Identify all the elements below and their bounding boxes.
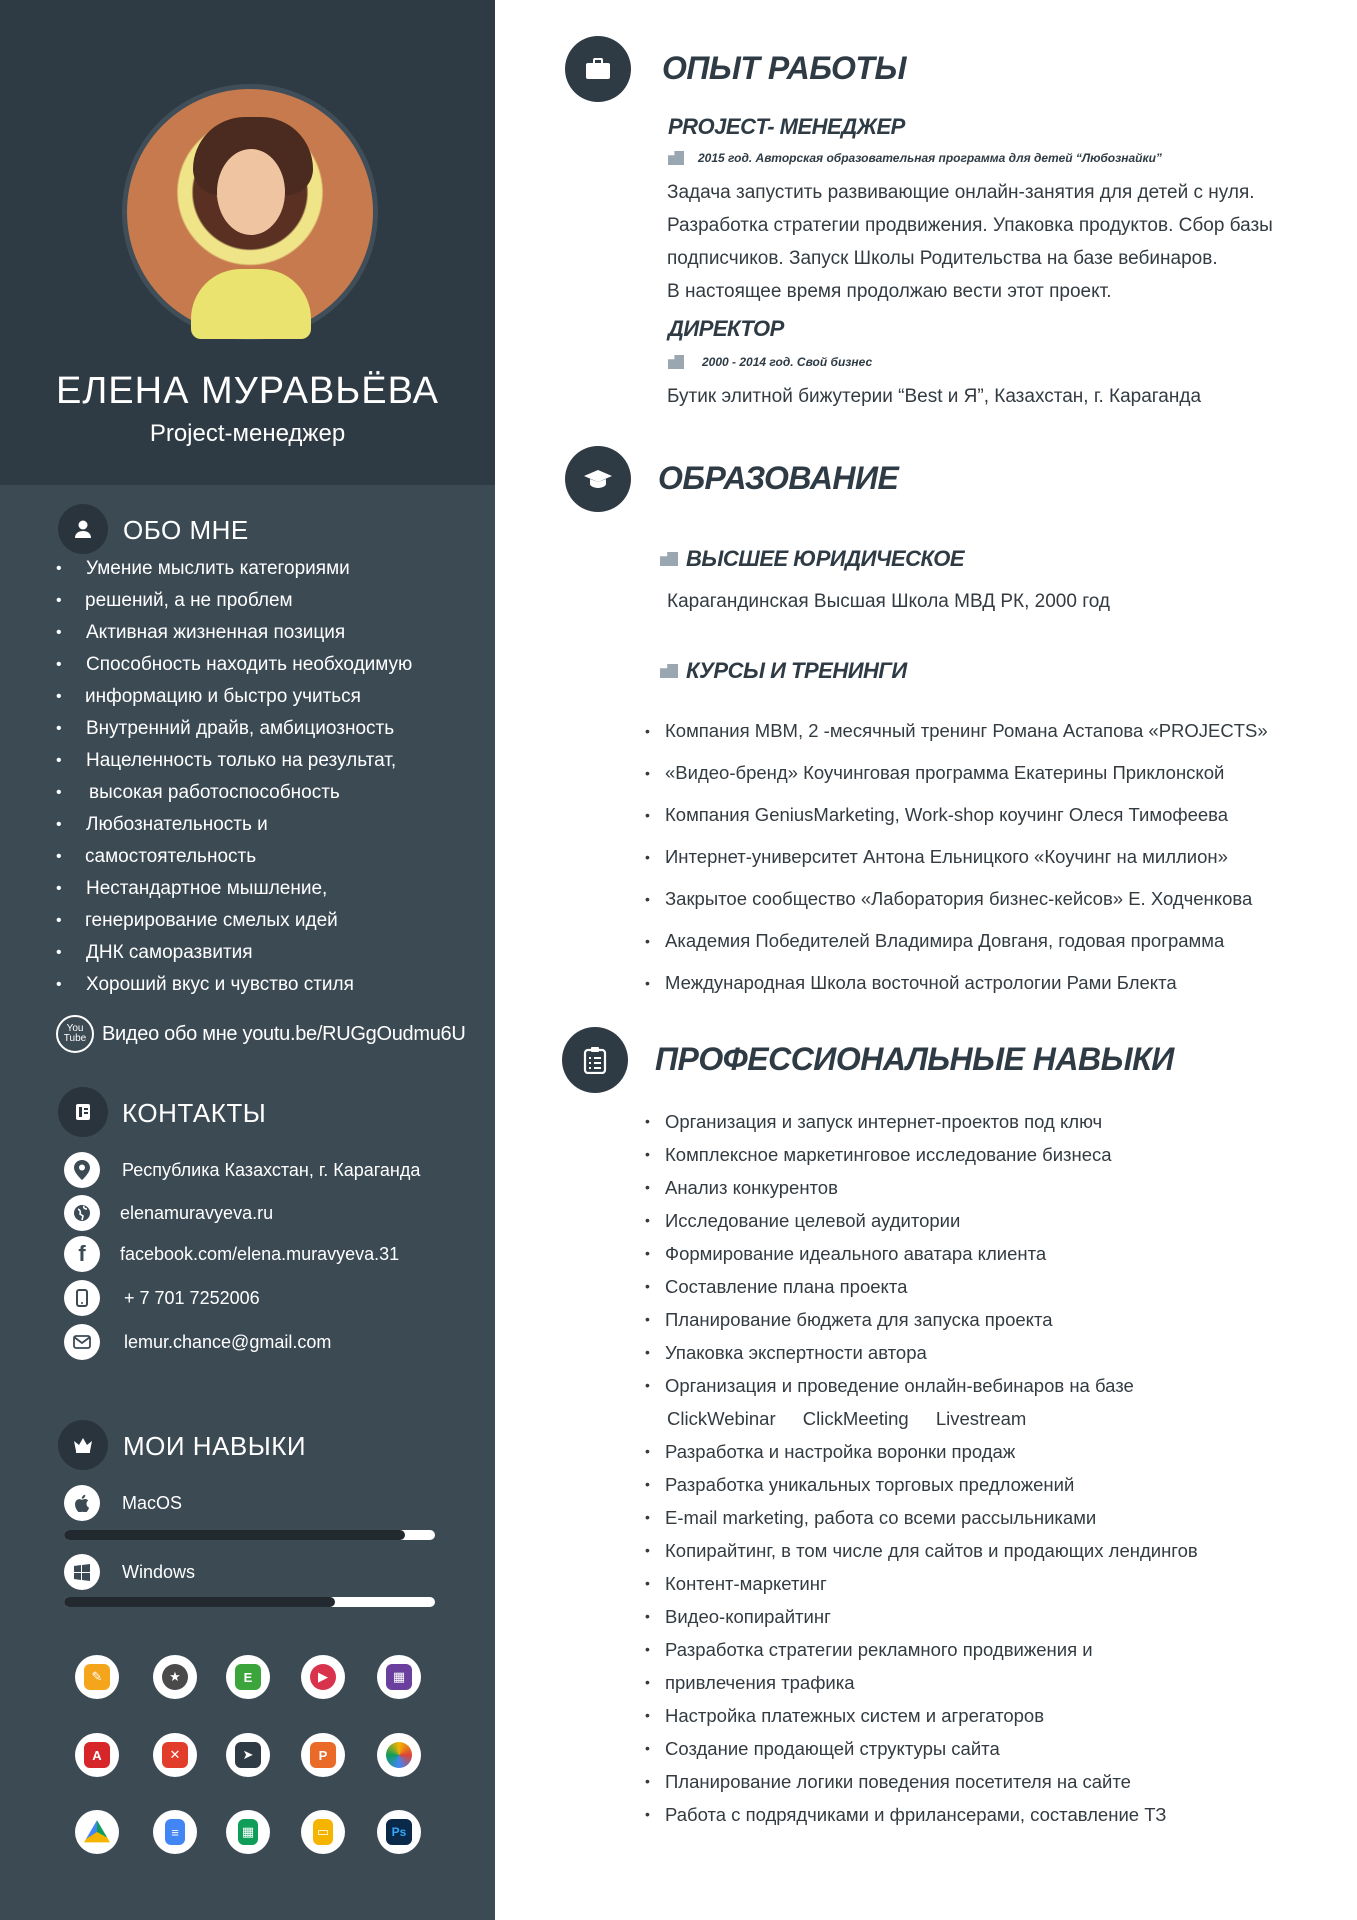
- job-line: Разработка стратегии продвижения. Упаковка продуктов. Сбор базы: [667, 215, 1273, 236]
- about-item: • Хороший вкус и чувство стиля: [56, 969, 476, 1001]
- my-skills-title: МОИ НАВЫКИ: [123, 1431, 307, 1461]
- photoshop-icon: Ps: [377, 1810, 421, 1854]
- skill-item: • Разработка стратегии рекламного продвижения и: [645, 1633, 1325, 1666]
- skill-item: • Работа с подрядчиками и фрилансерами, составление ТЗ: [645, 1798, 1325, 1831]
- job-title: PROJECT- МЕНЕДЖЕР: [668, 114, 905, 139]
- skill-item: • Упаковка экспертности автора: [645, 1336, 1325, 1369]
- contact-email-text[interactable]: lemur.chance@gmail.com: [124, 1331, 332, 1352]
- clipboard-checklist-icon: [562, 1027, 628, 1093]
- skill-windows-bar-fill: [64, 1597, 335, 1607]
- photo-shirt: [191, 269, 311, 339]
- photos-icon: [377, 1733, 421, 1777]
- youtube-icon: You Tube: [56, 1015, 94, 1053]
- skill-macos: [64, 1485, 182, 1521]
- skill-item: • Планирование логики поведения посетителя на сайте: [645, 1765, 1325, 1798]
- profile-role: Project-менеджер: [149, 420, 346, 447]
- courses-title: КУРСЫ И ТРЕНИНГИ: [686, 658, 907, 683]
- contact-phone[interactable]: [64, 1280, 260, 1316]
- skill-windows-label: Windows: [122, 1561, 196, 1582]
- skill-item: • Видео-копирайтинг: [645, 1600, 1325, 1633]
- powerpoint-icon: P: [301, 1733, 345, 1777]
- skill-item: • Копирайтинг, в том числе для сайтов и продающих лендингов: [645, 1534, 1325, 1567]
- contact-email[interactable]: [64, 1324, 331, 1360]
- job-line: Задача запустить развивающие онлайн-занятия для детей с нуля.: [667, 182, 1255, 203]
- webinar-tool: ClickMeeting: [802, 1408, 909, 1429]
- skill-item: • Организация и проведение онлайн-вебинаров на базе: [645, 1369, 1325, 1402]
- about-item: • высокая работоспособность: [56, 777, 476, 809]
- about-list: [56, 553, 476, 1001]
- skill-item: • Разработка и настройка воронки продаж: [645, 1435, 1325, 1468]
- about-item: • Любознательность и: [56, 809, 476, 841]
- job-meta-text: 2000 - 2014 год. Свой бизнес: [702, 355, 873, 369]
- skill-item: • Исследование целевой аудитории: [645, 1204, 1325, 1237]
- higher-education-heading: [660, 546, 964, 572]
- user-icon: [58, 504, 108, 554]
- job-line: подписчиков. Запуск Школы Родительства на базе вебинаров.: [667, 248, 1218, 269]
- skill-item: • Контент-маркетинг: [645, 1567, 1325, 1600]
- contact-website-text[interactable]: elenamuravyeva.ru: [120, 1202, 274, 1223]
- education-title: ОБРАЗОВАНИЕ: [658, 460, 899, 496]
- video-link[interactable]: [56, 1015, 466, 1053]
- about-title: ОБО МНЕ: [123, 515, 249, 545]
- courses-heading: [660, 658, 907, 684]
- adobe-acrobat-icon: A: [75, 1733, 119, 1777]
- skill-macos-bar-fill: [64, 1530, 405, 1540]
- contact-facebook[interactable]: [64, 1236, 399, 1272]
- graduation-cap-icon: [565, 446, 631, 512]
- photo-face: [217, 149, 285, 235]
- job-description: [667, 176, 1307, 308]
- webinar-tools: [667, 1408, 1048, 1429]
- contacts-title: КОНТАКТЫ: [122, 1098, 267, 1128]
- sidebar: [0, 0, 495, 1920]
- job-meta: [668, 355, 872, 369]
- skill-windows-bar: [64, 1597, 435, 1607]
- location-pin-icon: [64, 1152, 100, 1188]
- profile-name: ЕЛЕНА МУРАВЬЁВА: [56, 370, 439, 412]
- course-item: • Академия Победителей Владимира Довганя, годовая программа: [645, 920, 1325, 962]
- skill-item-tools: [645, 1402, 1325, 1435]
- profile-header: [0, 0, 495, 485]
- experience-title: ОПЫТ РАБОТЫ: [662, 50, 906, 86]
- pages-icon: ✎: [75, 1655, 119, 1699]
- building-icon: [668, 355, 684, 369]
- course-item: • Компания GeniusMarketing, Work-shop коучинг Олеся Тимофеева: [645, 794, 1325, 836]
- windows-icon: [64, 1554, 100, 1590]
- webinar-tool: ClickWebinar: [667, 1408, 776, 1429]
- skill-item: • Планирование бюджета для запуска проекта: [645, 1303, 1325, 1336]
- kinemaster-icon: ▶: [301, 1655, 345, 1699]
- skill-item: • Настройка платежных систем и агрегаторов: [645, 1699, 1325, 1732]
- skill-item: • E-mail marketing, работа со всеми рассыльниками: [645, 1501, 1325, 1534]
- contact-website[interactable]: [64, 1195, 273, 1231]
- contact-phone-text[interactable]: + 7 701 7252006: [124, 1287, 260, 1308]
- skill-item: • Комплексное маркетинговое исследование бизнеса: [645, 1138, 1325, 1171]
- briefcase-icon: [565, 36, 631, 102]
- skill-item: • Организация и запуск интернет-проектов под ключ: [645, 1105, 1325, 1138]
- google-sheets-icon: ▦: [226, 1810, 270, 1854]
- webinar-tool: Livestream: [935, 1408, 1027, 1429]
- google-docs-icon: ≡: [153, 1810, 197, 1854]
- about-item: • Активная жизненная позиция: [56, 617, 476, 649]
- professional-title: ПРОФЕССИОНАЛЬНЫЕ НАВЫКИ: [655, 1041, 1174, 1077]
- video-link-text[interactable]: Видео обо мне youtu.be/RUGgOudmu6U: [102, 1022, 466, 1045]
- building-icon: [668, 151, 684, 165]
- professional-skills-list: [645, 1105, 1325, 1831]
- phone-icon: [64, 1280, 100, 1316]
- skill-item: • привлечения трафика: [645, 1666, 1325, 1699]
- apple-icon: [64, 1485, 100, 1521]
- contact-location: [64, 1152, 420, 1188]
- job-description: [667, 380, 1307, 413]
- course-item: • «Видео-бренд» Коучинговая программа Екатерины Приклонской: [645, 752, 1325, 794]
- job-title: ДИРЕКТОР: [668, 316, 784, 341]
- profile-photo: [122, 84, 378, 340]
- about-item: • Нестандартное мышление,: [56, 873, 476, 905]
- job-meta: [668, 151, 1162, 165]
- about-item: • ДНК саморазвития: [56, 937, 476, 969]
- google-slides-icon: ▭: [301, 1810, 345, 1854]
- course-item: • Международная Школа восточной астрологии Рами Блекта: [645, 962, 1325, 1004]
- paper-plane-icon: ➤: [226, 1733, 270, 1777]
- building-icon: [660, 664, 678, 678]
- mail-icon: [64, 1324, 100, 1360]
- evernote-icon: E: [226, 1655, 270, 1699]
- job-line: В настоящее время продолжаю вести этот проект.: [667, 281, 1112, 302]
- about-item: • Способность находить необходимую: [56, 649, 476, 681]
- globe-icon: [64, 1195, 100, 1231]
- skill-windows: [64, 1554, 195, 1590]
- courses-list: [645, 710, 1325, 1004]
- skill-item: • Анализ конкурентов: [645, 1171, 1325, 1204]
- skill-item: • Разработка уникальных торговых предложений: [645, 1468, 1325, 1501]
- about-item: • Нацеленность только на результат,: [56, 745, 476, 777]
- skill-item: • Формирование идеального аватара клиента: [645, 1237, 1325, 1270]
- higher-education-text: Карагандинская Высшая Школа МВД РК, 2000 год: [667, 591, 1110, 612]
- imovie-icon: ★: [153, 1655, 197, 1699]
- course-item: • Интернет-университет Антона Ельницкого «Коучинг на миллион»: [645, 836, 1325, 878]
- google-drive-icon: [75, 1810, 119, 1854]
- skill-item: • Создание продающей структуры сайта: [645, 1732, 1325, 1765]
- contact-book-icon: [58, 1087, 108, 1137]
- about-item: • решений, а не проблем: [56, 585, 476, 617]
- about-item: • информацию и быстро учиться: [56, 681, 476, 713]
- building-icon: [660, 552, 678, 566]
- skill-macos-bar: [64, 1530, 435, 1540]
- contact-location-text: Республика Казахстан, г. Караганда: [122, 1159, 421, 1180]
- crown-icon: [58, 1420, 108, 1470]
- about-item: • генерирование смелых идей: [56, 905, 476, 937]
- office-icon: ✕: [153, 1733, 197, 1777]
- higher-education-title: ВЫСШЕЕ ЮРИДИЧЕСКОЕ: [686, 546, 965, 571]
- final-cut-icon: ▦: [377, 1655, 421, 1699]
- course-item: • Закрытое сообщество «Лаборатория бизнес-кейсов» Е. Ходченкова: [645, 878, 1325, 920]
- job-line: Бутик элитной бижутерии “Best и Я”, Казахстан, г. Караганда: [667, 386, 1202, 407]
- job-meta-text: 2015 год. Авторская образовательная программа для детей “Любознайки”: [698, 151, 1162, 165]
- contact-facebook-text[interactable]: facebook.com/elena.muravyeva.31: [120, 1243, 400, 1264]
- course-item: • Компания МВМ, 2 -месячный тренинг Романа Астапова «PROJECTS»: [645, 710, 1325, 752]
- about-item: • самостоятельность: [56, 841, 476, 873]
- about-item: • Умение мыслить категориями: [56, 553, 476, 585]
- facebook-icon: f: [64, 1236, 100, 1272]
- skill-macos-label: MacOS: [122, 1492, 183, 1513]
- skill-item: • Составление плана проекта: [645, 1270, 1325, 1303]
- about-item: • Внутренний драйв, амбициозность: [56, 713, 476, 745]
